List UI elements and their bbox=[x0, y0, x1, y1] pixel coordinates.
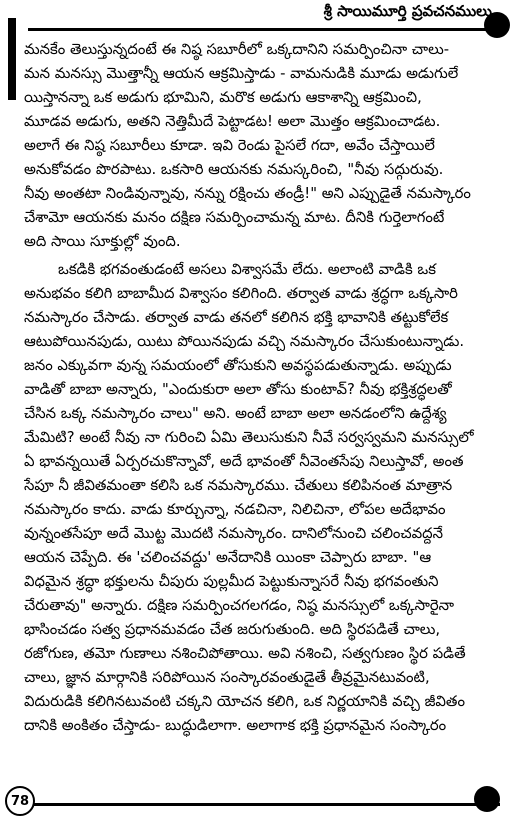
running-header-title: శ్రీ సాయిమూర్తి ప్రవచనములు bbox=[323, 2, 492, 20]
text-line: అలాగే ఈ నిష్ఠ సబూరీలు కూడా. ఇవి రెండు పైసలే గదా, అవేం చేస్తాయిలే bbox=[24, 137, 435, 154]
text-line: ఆయన చెప్పేది. ఈ 'చలించవద్దు' అనేదానికి యింకా చెప్పారు బాబా. "ఆ bbox=[24, 549, 432, 566]
text-line: నమస్కారం చేసాడు. తర్వాత వాడు తనలో కలిగిన భక్తి భావానికి తట్టుకోలేక bbox=[24, 309, 449, 326]
text-line: భాసించడం సత్వ ప్రధానమవడం చేత జరుగుతుంది. అది స్థిరపడితే చాలు, bbox=[24, 621, 441, 638]
text-line: విధమైన శ్రద్ధా భక్తులను చీపురు పుల్లమీద పెట్టుకున్నాసరే నీవు భగవంతుని bbox=[24, 573, 439, 590]
paragraph-2 bbox=[24, 258, 494, 738]
text-line: మనకేం తెలుస్తున్నదంటే ఈ నిష్ఠ సబూరీలో ఒక్కదానిని సమర్పించినా చాలు- bbox=[24, 41, 450, 58]
page-number: 78 bbox=[5, 786, 35, 816]
text-line: చేసిన ఒక్క నమస్కారం చాలు" అని. అంటే బాబా అలా అనడంలోని ఉద్దేశ్య bbox=[24, 405, 447, 422]
text-line: అనుకోవడం పొరపాటు. ఒకసారి ఆయనకు నమస్కరించి, "నీవు సద్గురువు. bbox=[24, 161, 444, 178]
header-rule bbox=[28, 28, 498, 31]
text-line: అనుభవం కలిగి బాబామీద విశ్వాసం కలిగింది. తర్వాత వాడు శ్రద్ధగా ఒక్కసారి bbox=[24, 285, 458, 302]
text-line: యిస్తానన్నా ఒక అడుగు భూమిని, మరొక అడుగు ఆకాశాన్ని ఆక్రమించి, bbox=[24, 89, 422, 106]
text-line: నీవు అంతటా నిండివున్నావు, నన్ను రక్షించు తండ్రీ!" అని ఎప్పుడైతే నమస్కారం bbox=[24, 185, 471, 202]
text-line: అది సాయి సూక్తుల్లో వుంది. bbox=[24, 233, 181, 250]
text-line: ఏ భావన్నయితే ఏర్పరచుకొన్నావో, అదే భావంతో నీవెంతసేపు నిలుస్తావో, అంత bbox=[24, 453, 464, 470]
text-line: నమస్కారం కాదు. వాడు కూర్చున్నా, నడచినా, నిలిచినా, లోపల అదేభావం bbox=[24, 501, 446, 518]
footer-ornament-dot bbox=[474, 786, 500, 812]
text-line: ఆటుపోయినపుడు, యిటు పోయినపుడు వచ్చి నమస్కారం చేసుకుంటున్నాడు. bbox=[24, 333, 465, 350]
footer-rule bbox=[30, 803, 500, 806]
paragraph-1 bbox=[24, 38, 494, 254]
text-line: విదురుడికి కలిగినటువంటి చక్కని యోచన కలిగి, ఒక నిర్ణయానికి వచ్చి జీవితం bbox=[24, 693, 465, 710]
text-line: వాడితో బాబా అన్నారు, "ఎందుకురా అలా తోసు కుంటావ్? నీవు భక్తిశ్రద్ధలతో bbox=[24, 381, 452, 398]
text-line: దానికి అంకితం చేస్తాడు- బుద్ధుడిలాగా. అలాగాక భక్తి ప్రధానమైన సంస్కారం bbox=[24, 717, 447, 734]
body-text bbox=[24, 38, 494, 738]
text-line: మేమిటి? అంటే నీవు నా గురించి ఏమి తెలుసుకుని నీవే సర్వస్వమని మనస్సులో bbox=[24, 429, 474, 446]
text-line: వున్నంతసేపూ అదే మొట్ట మొదటి నమస్కారం. దానిలోనుంచి చలించవద్దనే bbox=[24, 525, 444, 542]
text-line: మన మనస్సు మొత్తాన్నీ ఆయన ఆక్రమిస్తాడు - వామనుడికి మూడు అడుగులే bbox=[24, 65, 459, 82]
text-line: జనం ఎక్కువగా వున్న సమయంలో తోసుకుని అవస్థపడుతున్నాడు. అప్పుడు bbox=[24, 357, 452, 374]
text-line: చాలు, జ్ఞాన మార్గానికి సరిపోయిన సంస్కారవంతుడైతే తీవ్రమైనటువంటి, bbox=[24, 669, 430, 686]
text-line: ఒకడికి భగవంతుడంటే అసలు విశ్వాసమే లేదు. అలాంటి వాడికి ఒక bbox=[58, 261, 436, 278]
text-line: సేపూ నీ జీవితమంతా కలిసి ఒక నమస్కారము. చేతులు కలిపినంత మాత్రాన bbox=[24, 477, 453, 494]
text-line: మూడవ అడుగు, అతని నెత్తిమీదే పెట్టాడట! అలా మొత్తం ఆక్రమించాడట. bbox=[24, 113, 441, 130]
text-line: రజోగుణ, తమో గుణాలు నశించిపోతాయి. అవి నశించి, సత్వగుణం స్థిర పడితే bbox=[24, 645, 466, 662]
text-line: చేశామో ఆయనకు మనం దక్షిణ సమర్పించామన్న మాట. దీనికి గుర్తెలాగంటే bbox=[24, 209, 445, 226]
text-line: చేరుతావు" అన్నారు. దక్షిణ సమర్పించగలగడం, నిష్ఠ మనస్సులో ఒక్కసారైనా bbox=[24, 597, 455, 614]
left-margin-bar bbox=[8, 18, 16, 100]
